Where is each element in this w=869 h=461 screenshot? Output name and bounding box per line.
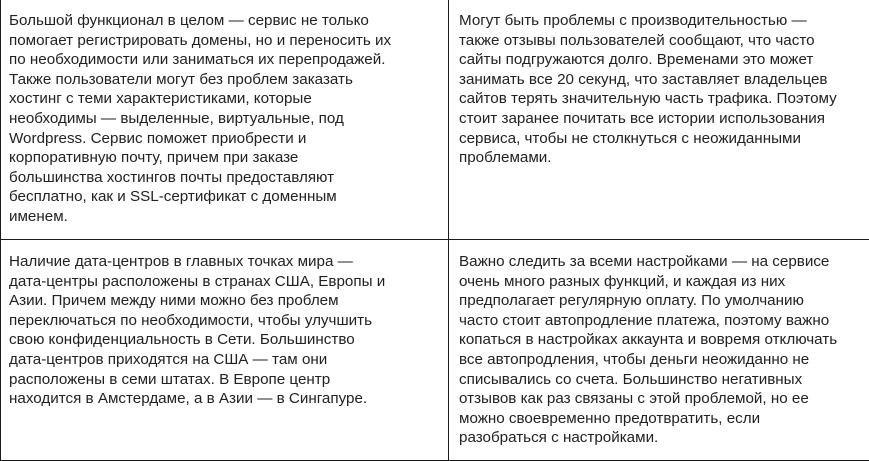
table-cell-cons xyxy=(449,240,869,461)
text-line: Могут быть проблемы с производительностью — xyxy=(459,11,869,31)
text-line: часто стоит автопродление платежа, поэтому важно xyxy=(459,311,869,331)
text-line: необходимы — выделенные, виртуальные, под xyxy=(9,109,436,129)
table-cell-cons xyxy=(449,0,869,240)
text-line: Также пользователи могут без проблем заказать xyxy=(9,70,436,90)
cell-text xyxy=(459,11,869,168)
table-row xyxy=(1,240,869,461)
table-row xyxy=(1,0,869,240)
cell-text xyxy=(9,11,436,227)
text-line: все автопродления, чтобы деньги неожиданно не xyxy=(459,350,869,370)
text-line: по необходимости или заниматься их перепродажей. xyxy=(9,50,436,70)
text-line: Большой функционал в целом — сервис не только xyxy=(9,11,436,31)
text-line: находится в Амстердаме, а в Азии — в Сингапуре. xyxy=(9,389,436,409)
text-line: можно своевременно предотвратить, если xyxy=(459,409,869,429)
text-line: очень много разных функций, и каждая из них xyxy=(459,272,869,292)
table-cell-pros xyxy=(1,240,449,461)
text-line: разобраться с настройками. xyxy=(459,428,869,448)
text-line: именем. xyxy=(9,207,436,227)
text-line: отзывов как раз связаны с этой проблемой, но ее xyxy=(459,389,869,409)
text-line: Наличие дата-центров в главных точках мира — xyxy=(9,252,436,272)
text-line: списывались со счета. Большинство негативных xyxy=(459,370,869,390)
text-line: помогает регистрировать домены, но и переносить их xyxy=(9,31,436,51)
text-line: копаться в настройках аккаунта и вовремя отключать xyxy=(459,330,869,350)
text-line: занимать все 20 секунд, что заставляет владельцев xyxy=(459,70,869,90)
text-line: сервиса, чтобы не столкнуться с неожиданными xyxy=(459,129,869,149)
text-line: хостинг с теми характеристиками, которые xyxy=(9,89,436,109)
cell-text xyxy=(9,252,436,409)
text-line: стоит заранее почитать все истории использования xyxy=(459,109,869,129)
text-line: сайты подгружаются долго. Временами это может xyxy=(459,50,869,70)
text-line: Wordpress. Сервис поможет приобрести и xyxy=(9,129,436,149)
text-line: Важно следить за всеми настройками — на сервисе xyxy=(459,252,869,272)
text-line: также отзывы пользователей сообщают, что часто xyxy=(459,31,869,51)
text-line: свою конфиденциальность в Сети. Большинство xyxy=(9,330,436,350)
cell-text xyxy=(459,252,869,448)
table-cell-pros xyxy=(1,0,449,240)
text-line: большинства хостингов почты предоставляют xyxy=(9,168,436,188)
text-line: Азии. Причем между ними можно без проблем xyxy=(9,291,436,311)
text-line: сайтов терять значительную часть трафика. Поэтому xyxy=(459,89,869,109)
text-line: дата-центры расположены в странах США, Европы и xyxy=(9,272,436,292)
text-line: проблемами. xyxy=(459,148,869,168)
text-line: расположены в семи штатах. В Европе центр xyxy=(9,370,436,390)
text-line: бесплатно, как и SSL-сертификат с доменным xyxy=(9,187,436,207)
text-line: дата-центров приходятся на США — там они xyxy=(9,350,436,370)
text-line: предполагает регулярную оплату. По умолчанию xyxy=(459,291,869,311)
text-line: переключаться по необходимости, чтобы улучшить xyxy=(9,311,436,331)
text-line: корпоративную почту, причем при заказе xyxy=(9,148,436,168)
